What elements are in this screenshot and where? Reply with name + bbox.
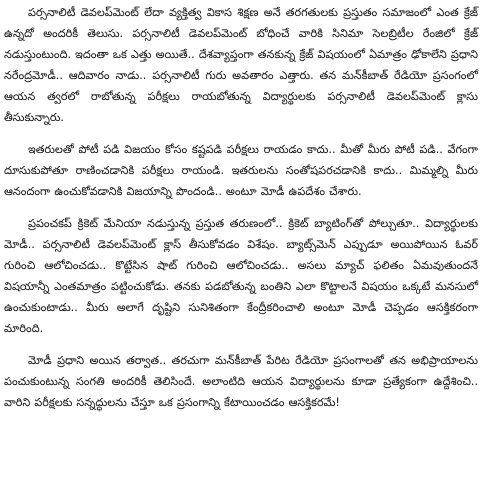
article-paragraph-4: మోడీ ప్రధాని అయిన తర్వాత.. తరచుగా మన్‌కీబాత్ పేరిట రేడియో ప్రసంగాలతో తన అభిప్రాయాలను పంచుకుంటున్న సంగతి అందరికీ తెలిసిందే. అలాంటిది ఆయన విద్యార్థులను కూడా ప్రత్యేకంగా ఉద్దేశించి.. వారిని పరీక్షలకు సన్నద్ధులను చేస్తూ ఒక ప్రసంగాన్ని కేటాయించడం ఆసక్తికరమే! (4, 354, 478, 409)
article-paragraph-1: పర్సనాలిటీ డెవలప్‌మెంట్ లేదా వ్యక్తిత్వ వికాస శిక్షణ అనే తరగతులకు ప్రస్తుతం సమాజంలో ఎంత క్రేజ్ ఉన్నదో అందరికీ తెలుసు. పర్సనాలిటీ డెవలప్‌మెంట్ బోధించే వారికి సినిమా సెలబ్రిటీల రేంజిలో క్రేజ్ నడుస్తుంటుంది. ఇదంతా ఒక ఎత్తు అయితే.. దేశవ్యాప్తంగా తనకున్న క్రేజ్ విషయంలో ఏమాత్రం ఢోకాలేని ప్రధాని నరేంద్రమోడీ.. ఆదివారం నాడు.. పర్సనాలిటీ గురు అవతారం ఎత్తారు. తన మన్‌కీబాత్ రేడియో ప్రసంగంలో ఆయన త్వరలో రాబోతున్న పరీక్షలు రాయబోతున్న విద్యార్థులకు పర్సనాలిటీ డెవలప్‌మెంట్ క్లాసు తీసుకున్నారు. (4, 6, 478, 124)
paragraph-gap (4, 202, 478, 213)
paragraph-gap (4, 339, 478, 350)
article-paragraph-2: ఇతరులతో పోటీ పడి విజయం కోసం కష్టపడి పరీక్షలు రాయడం కాదు.. మీతో మీరు పోటీ పడి.. వేగంగా దూసుకుపోతూ రాణించడానికి పరీక్షలు రాయండి. ఇతరులను సంతోషపరచడానికి కాదు.. మిమ్మల్ని మీరు ఆనందంగా ఉంచుకోవడానికి విజయాన్ని పొందండి.. అంటూ మోడీ ఉపదేశం చేశారు. (4, 143, 478, 198)
article-paragraph-3: ప్రపంచకప్ క్రికెట్ మేనియా నడుస్తున్న ప్రస్తుత తరుణంలో.. క్రికెట్ బ్యాటింగ్‌తో పోల్చుతూ.. విద్యార్థులకు మోడీ.. పర్సనాలిటీ డెవలప్‌మెంట్ క్లాస్ తీసుకోవడం విశేషం. బ్యాట్స్‌మెన్ ఎప్పుడూ అయిపోయిన ఓవర్ గురించి ఆలోచించడు.. కొట్టేసిన షాట్ గురించి ఆలోచించడు.. అసలు మ్యాచ్ ఫలితం ఏమవుతుందనే విషయాన్నీ ఎంతమాత్రం పట్టించుకోడు. తనకు పడబోతున్న బంతిని ఎలా కొట్టాలనే విషయం ఒక్కటే మనసులో ఉంచుకుంటాడు.. మీరు అలాగే దృష్టిని సునిశితంగా కేంద్రీకరించాలి అంటూ మోడీ చెప్పడం ఆసక్తికరంగా మారింది. (4, 217, 478, 335)
paragraph-gap (4, 128, 478, 139)
